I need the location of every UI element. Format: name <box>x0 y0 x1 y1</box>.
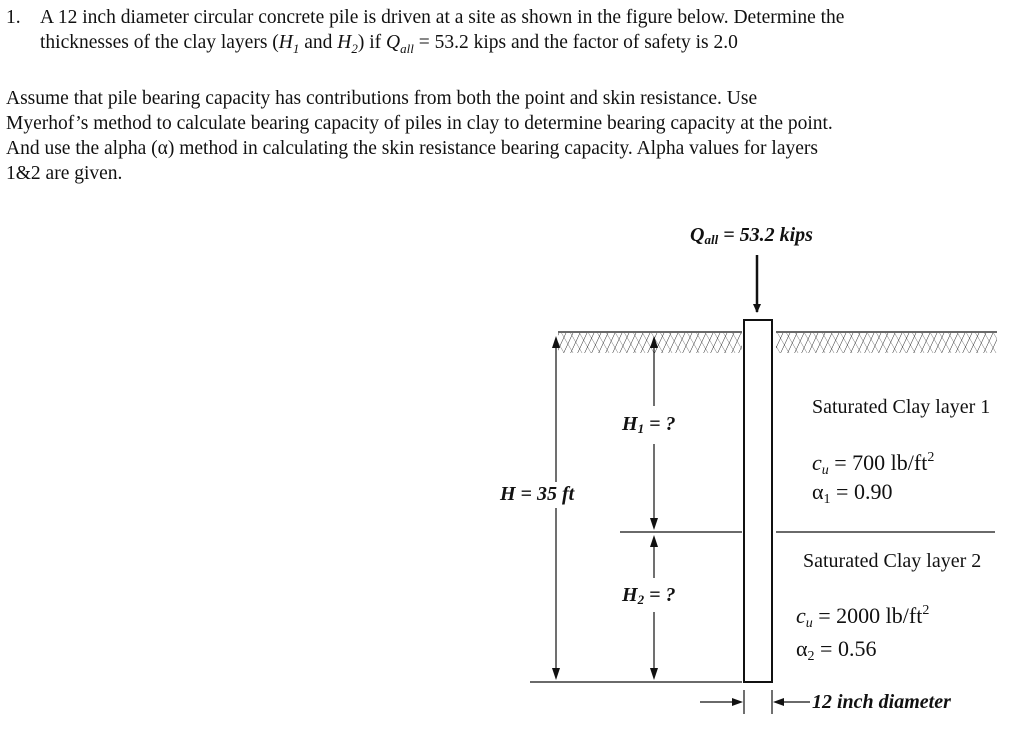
problem-text-2d: = 53.2 kips and the factor of safety is 2.0 <box>413 32 738 53</box>
ground-surface-right <box>776 332 997 353</box>
diameter-dimension <box>700 690 810 714</box>
problem-number: 1. <box>6 7 21 28</box>
assumption-line-1: Assume that pile bearing capacity has contributions from both the point and skin resistance. Use <box>6 88 758 109</box>
layer1-alpha: α1 = 0.90 <box>812 479 893 507</box>
h1-symbol: $H_1$ <box>278 32 300 56</box>
assumption-line-3: And use the alpha (α) method in calculating the skin resistance bearing capacity. Alpha values for layers <box>6 138 818 159</box>
layer2-title: Saturated Clay layer 2 <box>803 550 982 572</box>
h2-symbol: $H_2$ <box>337 32 358 56</box>
h2-dimension <box>650 535 658 680</box>
pile <box>744 320 772 682</box>
layer2-alpha: α2 = 0.56 <box>796 636 877 664</box>
load-label: Qall = 53.2 kips <box>690 224 813 247</box>
h2-label: H2 = ? <box>622 584 676 607</box>
ground-surface-left <box>558 332 742 353</box>
problem-text-2b: and <box>299 32 338 53</box>
total-height-dimension <box>552 336 560 680</box>
assumption-line-4: 1&2 are given. <box>6 163 123 184</box>
diameter-label: 12 inch diameter <box>812 691 951 713</box>
problem-text-1: A 12 inch diameter circular concrete pile is driven at a site as shown in the figure below. Determine the <box>40 7 845 28</box>
layer1-cu: cu = 700 $lb/ft^2$ <box>812 450 935 478</box>
layer2-cu: cu = 2000 $lb/ft^2$ <box>796 603 930 631</box>
qall-symbol: $Q_{all}$ <box>386 32 414 56</box>
layer1-title: Saturated Clay layer 1 <box>812 396 991 418</box>
assumption-line-2: Myerhof’s method to calculate bearing capacity of piles in clay to determine bearing capacity at the point. <box>6 113 833 134</box>
problem-text-2a: thicknesses of the clay layers ( <box>40 32 279 53</box>
problem-text-2c: ) if <box>357 32 387 53</box>
h1-label: H1 = ? <box>622 413 676 436</box>
total-height-label: H = 35 ft <box>500 483 575 505</box>
